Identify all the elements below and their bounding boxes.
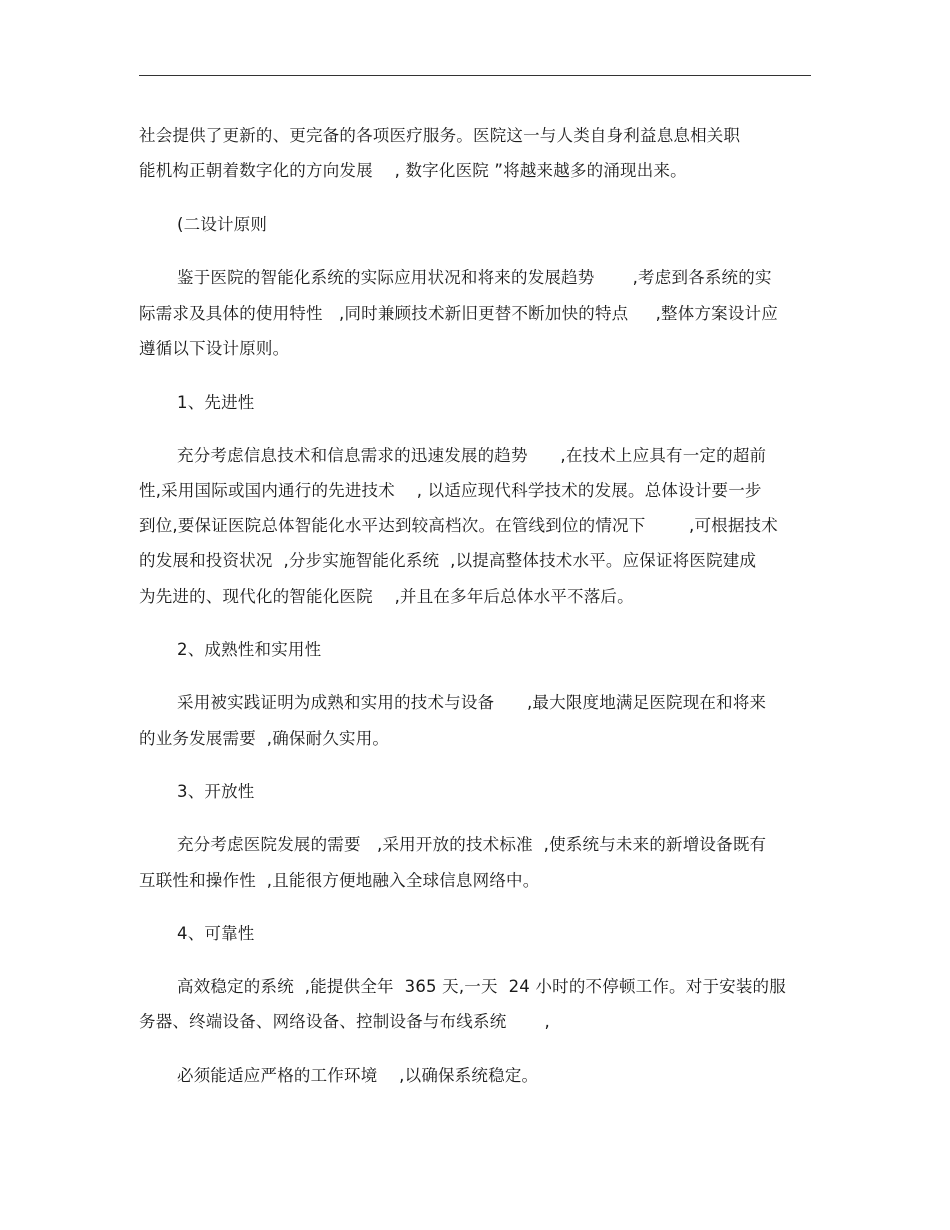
item-1-heading: 1、先进性	[177, 393, 255, 412]
intro-line-1: 社会提供了更新的、更完备的各项医疗服务。医院这一与人类自身利益息息相关职	[139, 126, 741, 145]
principles-intro-line-2: 际需求及具体的使用特性 ,同时兼顾技术新旧更替不断加快的特点 ,整体方案设计应	[139, 304, 778, 323]
item-3-line-2: 互联性和操作性 ,且能很方便地融入全球信息网络中。	[139, 871, 540, 890]
item-1-line-3: 到位,要保证医院总体智能化水平达到较高档次。在管线到位的情况下 ,可根据技术	[139, 516, 778, 535]
section-heading: (二设计原则	[177, 215, 268, 234]
item-2-heading: 2、成熟性和实用性	[177, 640, 322, 659]
item-1-line-1: 充分考虑信息技术和信息需求的迅速发展的趋势 ,在技术上应具有一定的超前	[177, 446, 767, 465]
header-rule	[139, 75, 811, 76]
item-2-line-1: 采用被实践证明为成熟和实用的技术与设备 ,最大限度地满足医院现在和将来	[177, 693, 767, 712]
item-3-line-1: 充分考虑医院发展的需要 ,采用开放的技术标准 ,使系统与未来的新增设备既有	[177, 835, 767, 854]
item-3-heading: 3、开放性	[177, 782, 255, 801]
item-1-line-2: 性,采用国际或国内通行的先进技术 , 以适应现代科学技术的发展。总体设计要一步	[139, 481, 762, 500]
intro-line-2: 能机构正朝着数字化的方向发展 , 数字化医院 ”将越来越多的涌现出来。	[139, 161, 687, 180]
item-1-line-5: 为先进的、现代化的智能化医院 ,并且在多年后总体水平不落后。	[139, 587, 634, 606]
principles-intro-line-1: 鉴于医院的智能化系统的实际应用状况和将来的发展趋势 ,考虑到各系统的实	[177, 268, 772, 287]
item-4-line-1: 高效稳定的系统 ,能提供全年 365 天,一天 24 小时的不停顿工作。对于安装的服	[177, 977, 786, 996]
item-1-line-4: 的发展和投资状况 ,分步实施智能化系统 ,以提高整体技术水平。应保证将医院建成	[139, 551, 757, 570]
item-4-line-2: 务器、终端设备、网络设备、控制设备与布线系统 ,	[139, 1012, 550, 1031]
principles-intro-line-3: 遵循以下设计原则。	[139, 339, 290, 358]
item-4-heading: 4、可靠性	[177, 924, 255, 943]
item-4-line-3: 必须能适应严格的工作环境 ,以确保系统稳定。	[177, 1066, 539, 1085]
item-2-line-2: 的业务发展需要 ,确保耐久实用。	[139, 729, 390, 748]
